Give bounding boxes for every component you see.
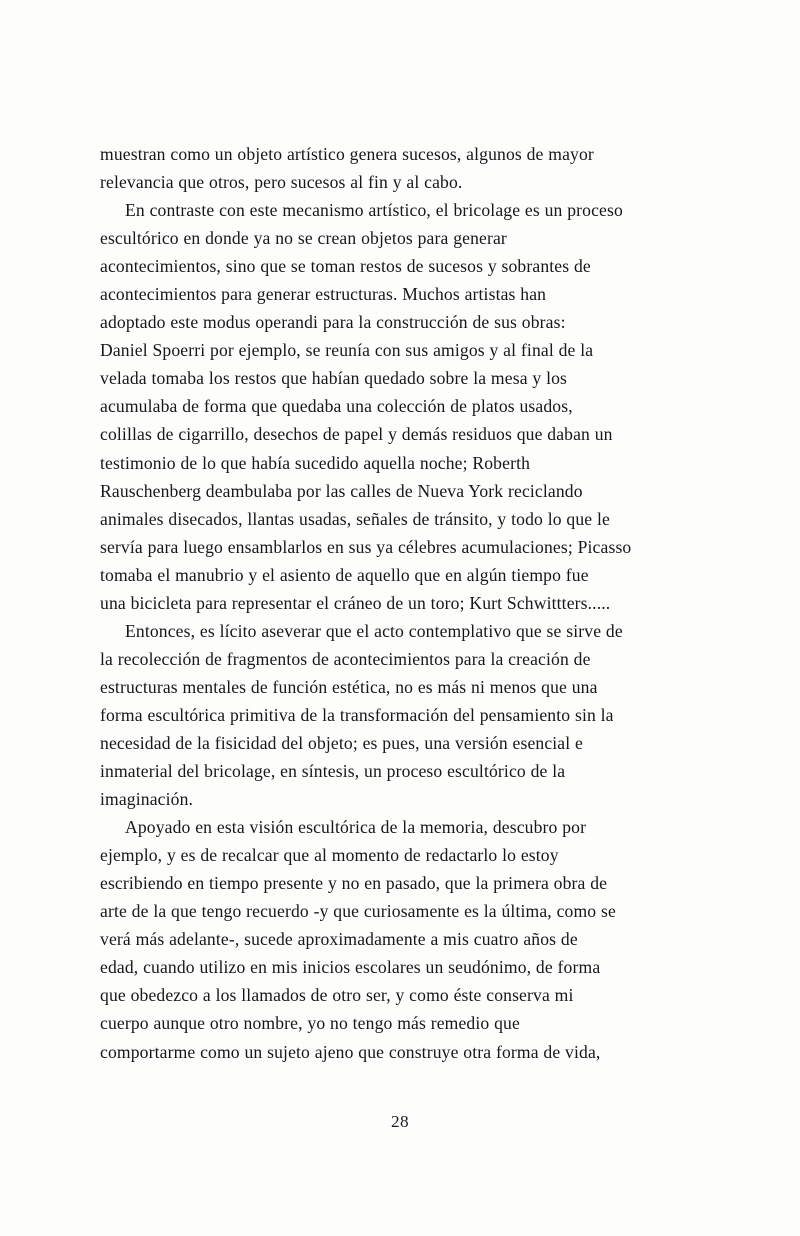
text-line: cuerpo aunque otro nombre, yo no tengo más remedio que	[100, 1013, 520, 1034]
text-line: servía para luego ensamblarlos en sus ya célebres acumulaciones; Picasso	[100, 536, 632, 557]
text-line: adoptado este modus operandi para la construcción de sus obras:	[100, 312, 566, 333]
text-line: forma escultórica primitiva de la transformación del pensamiento sin la	[100, 704, 614, 725]
text-line: inmaterial del bricolage, en síntesis, un proceso escultórico de la	[100, 761, 566, 782]
paragraph-continuation	[100, 140, 714, 196]
text-line: testimonio de lo que había sucedido aquella noche; Roberth	[100, 452, 531, 473]
text-line: En contraste con este mecanismo artístico, el bricolage es un proceso	[125, 200, 623, 221]
page-text-block	[100, 140, 714, 1066]
paragraph-bricolage	[100, 196, 714, 617]
text-line: animales disecados, llantas usadas, señales de tránsito, y todo lo que le	[100, 508, 610, 529]
text-line: Rauschenberg deambulaba por las calles de Nueva York reciclando	[100, 480, 583, 501]
text-line: escultórico en donde ya no se crean objetos para generar	[100, 228, 507, 249]
text-line: acumulaba de forma que quedaba una colección de platos usados,	[100, 396, 573, 417]
text-line: la recolección de fragmentos de acontecimientos para la creación de	[100, 648, 591, 669]
text-line: imaginación.	[100, 789, 194, 810]
text-line: Apoyado en esta visión escultórica de la memoria, descubro por	[125, 817, 587, 838]
page-number: 28	[391, 1112, 409, 1131]
paragraph-apoyado	[100, 813, 714, 1065]
text-line: estructuras mentales de función estética, no es más ni menos que una	[100, 676, 598, 697]
text-line: Daniel Spoerri por ejemplo, se reunía con sus amigos y al final de la	[100, 340, 594, 361]
text-line: comportarme como un sujeto ajeno que construye otra forma de vida,	[100, 1041, 601, 1062]
text-line: arte de la que tengo recuerdo -y que curiosamente es la última, como se	[100, 901, 616, 922]
text-line: una bicicleta para representar el cráneo de un toro; Kurt Schwittters.....	[100, 592, 611, 613]
text-line: que obedezco a los llamados de otro ser, y como éste conserva mi	[100, 985, 574, 1006]
text-line: velada tomaba los restos que habían quedado sobre la mesa y los	[100, 368, 568, 389]
text-line: colillas de cigarrillo, desechos de papel y demás residuos que daban un	[100, 424, 613, 445]
text-line: acontecimientos para generar estructuras. Muchos artistas han	[100, 284, 547, 305]
text-line: acontecimientos, sino que se toman restos de sucesos y sobrantes de	[100, 256, 591, 277]
text-line: verá más adelante-, sucede aproximadamente a mis cuatro años de	[100, 929, 578, 950]
text-line: tomaba el manubrio y el asiento de aquello que en algún tiempo fue	[100, 564, 589, 585]
text-line: relevancia que otros, pero sucesos al fin y al cabo.	[100, 172, 463, 193]
text-line: muestran como un objeto artístico genera sucesos, algunos de mayor	[100, 144, 594, 164]
text-line: escribiendo en tiempo presente y no en pasado, que la primera obra de	[100, 873, 608, 894]
text-line: ejemplo, y es de recalcar que al momento de redactarlo lo estoy	[100, 845, 559, 866]
text-line: edad, cuando utilizo en mis inicios escolares un seudónimo, de forma	[100, 957, 601, 978]
text-line: necesidad de la fisicidad del objeto; es pues, una versión esencial e	[100, 732, 583, 753]
paragraph-entonces	[100, 617, 714, 813]
text-line: Entonces, es lícito aseverar que el acto contemplativo que se sirve de	[125, 620, 623, 641]
